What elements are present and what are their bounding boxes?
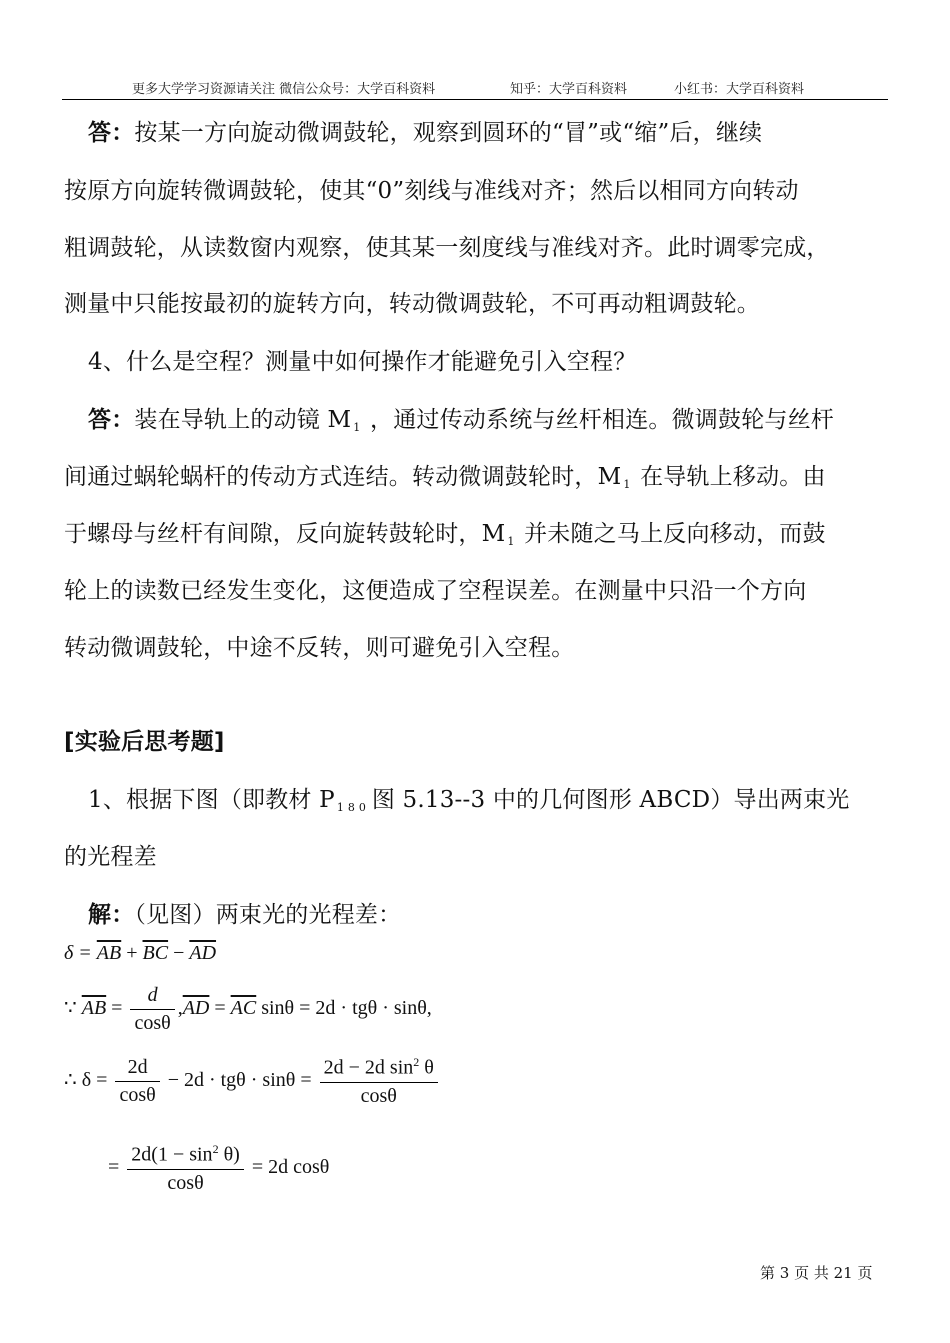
answer3-line-1 [88,114,762,147]
eq-term: sinθ = 2d · tgθ · sinθ, [256,997,432,1020]
eq-term: $\overline{AD}$ [182,997,210,1020]
answer3-line-2: 按原方向旋转微调鼓轮，使其“0”刻线与准线对齐；然后以相同方向转动 [64,178,799,204]
equation-2 [64,984,432,1035]
fraction [320,1055,438,1108]
denominator: cosθ [360,1084,397,1107]
fraction [130,984,174,1035]
eq-term: $\overline{AB}$ [96,942,122,964]
eq-term: $\overline{AB}$ [81,997,107,1020]
subscript: 1 [353,421,361,434]
answer4-text: 间通过蜗轮蜗杆的传动方式连结。转动微调鼓轮时，M [64,464,622,490]
header-divider [62,99,888,100]
numerator [320,1055,438,1083]
answer4-text: ，通过传动系统与丝杆相连。微调鼓轮与丝杆 [362,407,834,433]
eq-term: θ [419,1056,434,1079]
superscript: 2 [413,1055,420,1069]
question-text: 图 5.13--3 中的几何图形 ABCD）导出两束光 [371,787,850,813]
answer4-text: 在导轨上移动。由 [632,464,826,490]
question-text: 1、根据下图（即教材 P [88,787,335,813]
solution-text: （见图）两束光的光程差： [134,902,402,928]
subscript: 1 [507,535,515,548]
answer4-text: 于螺母与丝杆有间隙，反向旋转鼓轮时，M [64,521,506,547]
solution-label: 解： [88,902,135,928]
header-zhihu-notice: 知乎：大学百科资料 [510,81,628,97]
page-number: 第 3 页 共 21 页 [760,1264,873,1282]
numerator [127,1142,244,1170]
answer3-line-3: 粗调鼓轮，从读数窗内观察，使其某一刻度线与准线对齐。此时调零完成， [64,235,830,261]
fraction [115,1056,159,1107]
eq-term: = 2d cosθ [246,1155,330,1178]
answer4-line-1 [88,401,834,434]
eq-term: 2d(1 − sin [131,1143,213,1166]
denominator: cosθ [119,1083,156,1106]
eq-term: 2d − 2d sin [323,1056,414,1079]
eq-term: $\overline{AC}$ [230,997,257,1020]
question-4: 4、什么是空程？测量中如何操作才能避免引入空程？ [88,349,637,375]
eq-term: = [209,997,231,1020]
section-heading: [实验后思考题] [64,729,225,755]
page-header [62,74,888,100]
eq-term: = [108,1155,125,1178]
answer4-line-3 [64,515,826,548]
answer4-text: 并未随之马上反向移动，而鼓 [516,521,826,547]
answer3-line-4: 测量中只能按最初的旋转方向，转动微调鼓轮，不可再动粗调鼓轮。 [64,291,760,317]
fraction [127,1142,244,1195]
eq-term: θ) [218,1143,240,1166]
eq-term: δ = [64,942,97,964]
answer-label: 答： [88,120,135,146]
numerator: d [130,984,174,1010]
eq-term: ∵ [64,997,82,1020]
denominator: cosθ [134,1012,171,1034]
subscript: 1 [623,478,631,491]
solution-intro [88,896,401,929]
post-question-1-line-1 [88,781,850,814]
equation-3 [64,1055,441,1108]
eq-term: − [168,942,190,964]
answer4-line-5: 转动微调鼓轮，中途不反转，则可避免引入空程。 [64,635,575,661]
answer4-text: 装在导轨上的动镜 M [134,407,352,433]
answer3-text: 按某一方向旋动微调鼓轮，观察到圆环的“冒”或“缩”后，继续 [134,120,763,146]
answer-label: 答： [88,407,135,433]
superscript: 2 [212,1142,219,1156]
answer4-line-4: 轮上的读数已经发生变化，这便造成了空程误差。在测量中只沿一个方向 [64,578,807,604]
eq-term: = [106,997,128,1020]
equation-4 [108,1142,329,1195]
eq-term: − 2d · tgθ · sinθ = [162,1068,317,1091]
eq-term: $\overline{BC}$ [142,942,169,964]
header-xiaohongshu-notice: 小红书：大学百科资料 [674,81,805,97]
eq-term: , [177,997,183,1020]
denominator: cosθ [167,1171,204,1194]
header-wechat-notice: 更多大学学习资源请关注 微信公众号：大学百科资料 [132,81,436,97]
equation-1 [64,942,216,965]
eq-term: $\overline{AD}$ [189,942,217,964]
eq-term: ∴ δ = [64,1068,113,1091]
eq-term: + [121,942,143,964]
subscript: 180 [336,801,370,814]
numerator: 2d [115,1056,159,1082]
post-question-1-line-2: 的光程差 [64,844,157,870]
answer4-line-2 [64,458,826,491]
